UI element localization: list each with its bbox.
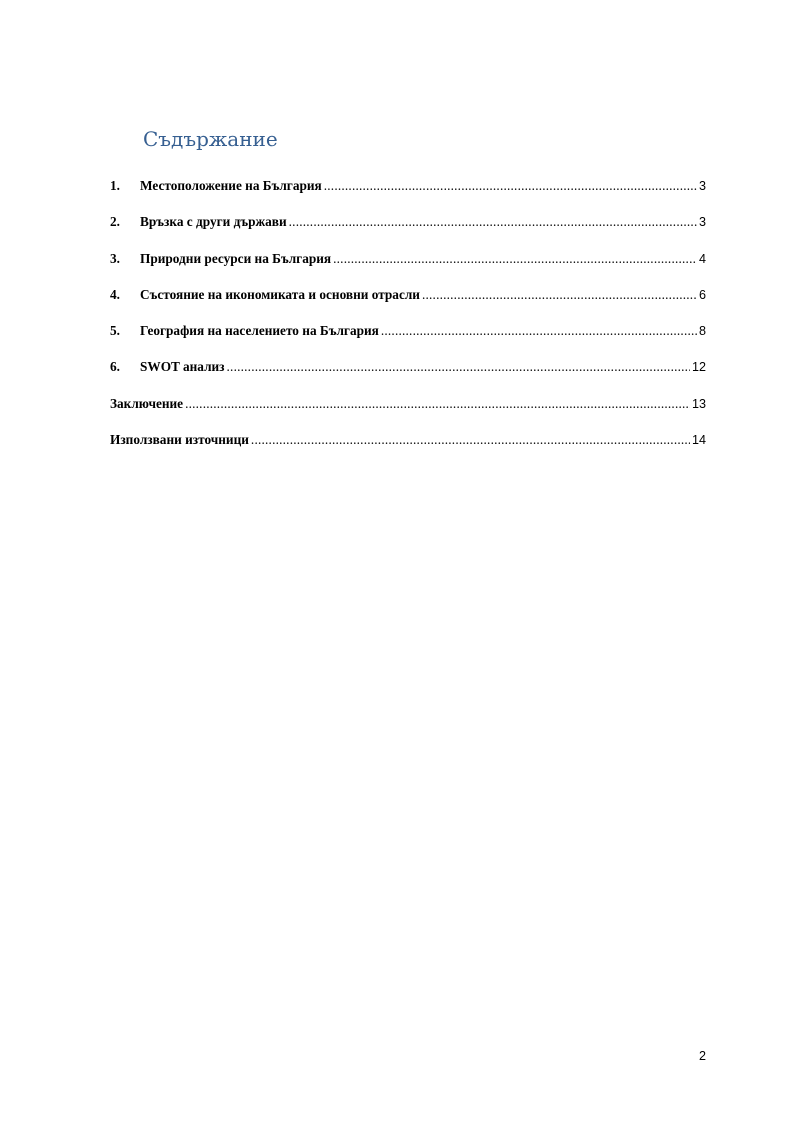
toc-entry-label[interactable]: Състояние на икономиката и основни отрасли (140, 286, 420, 302)
toc-dot-leader (251, 430, 690, 450)
toc-dot-leader (324, 176, 697, 196)
toc-entry-3[interactable] (110, 249, 706, 285)
toc-entry-number: 1. (110, 178, 120, 193)
toc-entry-page[interactable]: 3 (698, 179, 706, 193)
toc-entry-5[interactable] (110, 321, 706, 357)
toc-entry-page[interactable]: 14 (691, 433, 706, 448)
page-number: 2 (698, 1049, 706, 1063)
toc-entry-number: 4. (110, 286, 120, 302)
toc-entry-label[interactable]: Природни ресурси на България (140, 250, 332, 266)
toc-entry-number: 2. (110, 214, 120, 230)
table-of-contents (110, 176, 706, 466)
toc-entry-label[interactable]: Връзка с други държави (140, 214, 287, 230)
toc-entry-2[interactable] (110, 212, 706, 248)
toc-dot-leader (333, 249, 697, 269)
toc-dot-leader (381, 321, 697, 341)
toc-entry-page[interactable]: 12 (691, 360, 706, 375)
toc-entry-conclusion[interactable] (110, 394, 706, 430)
toc-entry-page[interactable]: 3 (698, 215, 706, 230)
toc-entry-4[interactable] (110, 285, 706, 321)
toc-dot-leader (289, 212, 697, 232)
toc-entry-label[interactable]: Заключение (110, 395, 184, 411)
toc-entry-page[interactable]: 4 (698, 251, 706, 266)
toc-dot-leader (422, 285, 697, 305)
toc-dot-leader (185, 394, 690, 414)
toc-entry-label[interactable]: Местоположение на България (140, 178, 322, 193)
toc-entry-6[interactable] (110, 357, 706, 393)
toc-dot-leader (227, 357, 690, 377)
toc-entry-label[interactable]: Използвани източници (110, 432, 249, 448)
toc-entry-number: 3. (110, 250, 120, 266)
toc-entry-label[interactable]: География на населението на България (140, 323, 379, 339)
toc-entry-page[interactable]: 6 (698, 287, 706, 302)
toc-entry-number: 6. (110, 359, 120, 375)
toc-entry-label[interactable]: SWOT анализ (140, 359, 225, 375)
toc-entry-page[interactable]: 8 (698, 324, 706, 339)
toc-entry-sources[interactable] (110, 430, 706, 466)
toc-title: Съдържание (143, 127, 278, 151)
toc-entry-1[interactable] (110, 176, 706, 212)
toc-entry-page[interactable]: 13 (691, 396, 706, 411)
toc-entry-number: 5. (110, 323, 120, 339)
